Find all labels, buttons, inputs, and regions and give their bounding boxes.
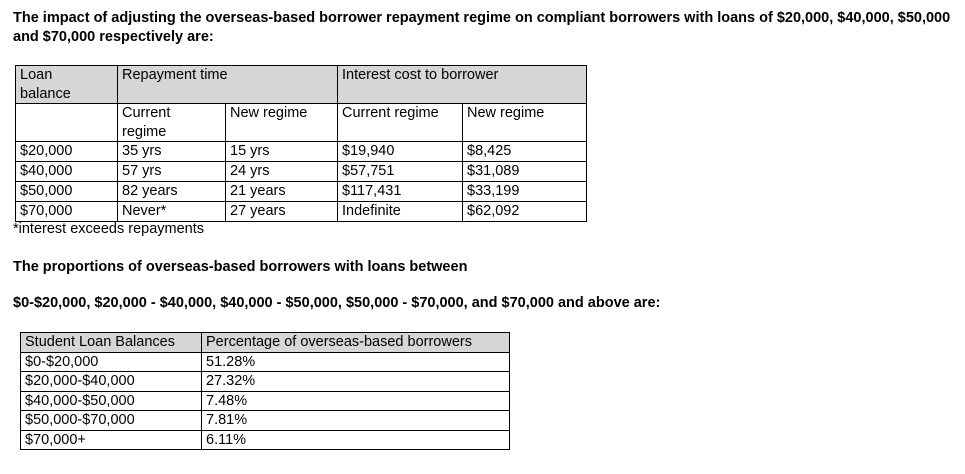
- cell-balance: $50,000-$70,000: [21, 411, 202, 431]
- cell-current-time: 82 years: [118, 182, 226, 202]
- cell-new-cost: $62,092: [463, 202, 587, 222]
- cell-percentage: 27.32%: [202, 372, 510, 392]
- subheader-current-regime-cost: Current regime: [338, 104, 463, 142]
- subheader-new-regime: New regime: [226, 104, 338, 142]
- table-row: [16, 182, 587, 202]
- subheader-current-label: Current regime: [122, 105, 171, 140]
- repayment-impact-table: [15, 65, 587, 222]
- table-row: [21, 352, 510, 372]
- intro-heading: The impact of adjusting the overseas-based borrower repayment regime on compliant borrowers with loans of $20,000, $40,000, $50,000 and $70,000 respectively are:: [13, 10, 951, 45]
- borrower-proportions-table: [20, 332, 510, 450]
- cell-percentage: 7.48%: [202, 391, 510, 411]
- cell-current-cost: Indefinite: [338, 202, 463, 222]
- table-row: [21, 391, 510, 411]
- table-row: [21, 411, 510, 431]
- cell-current-cost: $19,940: [338, 142, 463, 162]
- cell-percentage: 51.28%: [202, 352, 510, 372]
- table-header-row: [16, 66, 587, 104]
- cell-new-time: 15 yrs: [226, 142, 338, 162]
- table-row: [16, 142, 587, 162]
- cell-current-time: 35 yrs: [118, 142, 226, 162]
- cell-current-cost: $57,751: [338, 162, 463, 182]
- cell-loan: $40,000: [16, 162, 118, 182]
- table-subheader-row: [16, 104, 587, 142]
- subheader-new-regime-cost: New regime: [463, 104, 587, 142]
- cell-new-cost: $33,199: [463, 182, 587, 202]
- table-row: [21, 372, 510, 392]
- cell-loan: $70,000: [16, 202, 118, 222]
- cell-new-time: 27 years: [226, 202, 338, 222]
- header-interest-cost: Interest cost to borrower: [338, 66, 587, 104]
- cell-balance: $40,000-$50,000: [21, 391, 202, 411]
- cell-loan: $20,000: [16, 142, 118, 162]
- cell-current-time: Never*: [118, 202, 226, 222]
- proportions-heading: The proportions of overseas-based borrowers with loans between: [13, 259, 468, 275]
- cell-new-time: 21 years: [226, 182, 338, 202]
- header-student-loan-balances: Student Loan Balances: [21, 333, 202, 353]
- footnote: *interest exceeds repayments: [13, 221, 205, 237]
- cell-balance: $70,000+: [21, 430, 202, 450]
- cell-new-cost: $31,089: [463, 162, 587, 182]
- proportions-subheading: $0-$20,000, $20,000 - $40,000, $40,000 - $50,000, $50,000 - $70,000, and $70,000 and above are:: [13, 295, 661, 311]
- cell-current-cost: $117,431: [338, 182, 463, 202]
- cell-balance: $0-$20,000: [21, 352, 202, 372]
- cell-new-cost: $8,425: [463, 142, 587, 162]
- cell-balance: $20,000-$40,000: [21, 372, 202, 392]
- header-percentage: Percentage of overseas-based borrowers: [202, 333, 510, 353]
- subheader-empty: [16, 104, 118, 142]
- cell-percentage: 7.81%: [202, 411, 510, 431]
- table-row: [16, 202, 587, 222]
- cell-new-time: 24 yrs: [226, 162, 338, 182]
- table-header-row: [21, 333, 510, 353]
- header-loan-balance: [16, 66, 118, 104]
- table-row: [16, 162, 587, 182]
- cell-loan: $50,000: [16, 182, 118, 202]
- header-loan-balance-label: Loan balance: [20, 67, 71, 102]
- subheader-current-regime: [118, 104, 226, 142]
- cell-percentage: 6.11%: [202, 430, 510, 450]
- cell-current-time: 57 yrs: [118, 162, 226, 182]
- table-row: [21, 430, 510, 450]
- header-repayment-time: Repayment time: [118, 66, 338, 104]
